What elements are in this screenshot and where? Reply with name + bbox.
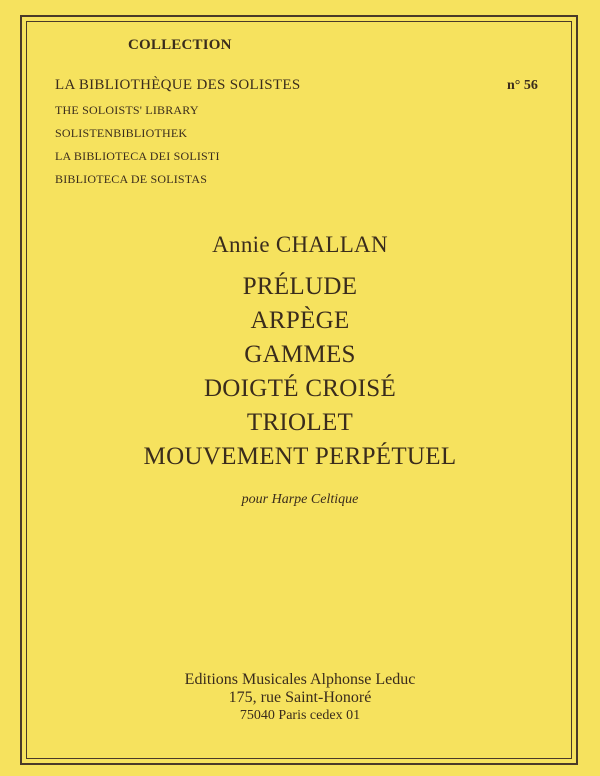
- series-translation-spanish: BIBLIOTECA DE SOLISTAS: [55, 172, 208, 186]
- series-translation-italian: LA BIBLIOTECA DEI SOLISTI: [55, 149, 220, 163]
- work-title: DOIGTÉ CROISÉ: [203, 375, 397, 402]
- publisher-address: 175, rue Saint-Honoré: [228, 689, 372, 706]
- work-title: TRIOLET: [246, 409, 354, 436]
- publisher-name: Editions Musicales Alphonse Leduc: [184, 671, 416, 688]
- series-number: n° 56: [507, 78, 538, 93]
- works-list: [0, 270, 600, 474]
- work-title: PRÉLUDE: [242, 273, 358, 300]
- collection-label: COLLECTION: [128, 37, 232, 53]
- work-title: GAMMES: [244, 341, 356, 368]
- series-translation-english: THE SOLOISTS' LIBRARY: [55, 103, 199, 117]
- instrument-line: pour Harpe Celtique: [241, 492, 359, 507]
- publisher-city: 75040 Paris cedex 01: [239, 708, 361, 723]
- publisher-block: [0, 671, 600, 725]
- composer-name: Annie CHALLAN: [212, 232, 388, 257]
- work-title: ARPÈGE: [250, 307, 350, 334]
- work-title: MOUVEMENT PERPÉTUEL: [143, 443, 457, 470]
- series-title: LA BIBLIOTHÈQUE DES SOLISTES: [55, 77, 301, 93]
- series-translation-german: SOLISTENBIBLIOTHEK: [55, 126, 188, 140]
